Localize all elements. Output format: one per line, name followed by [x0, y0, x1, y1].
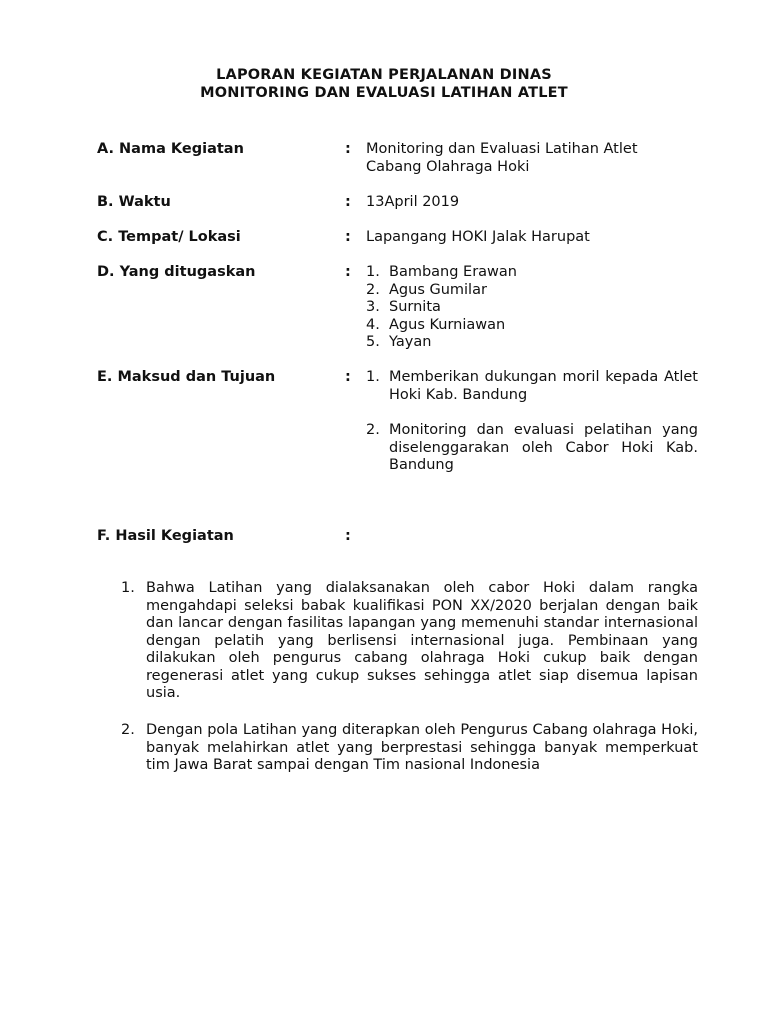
section-c-label: C. Tempat/ Lokasi — [97, 229, 241, 245]
section-c-colon: : — [345, 229, 351, 245]
purpose-text: Memberikan dukungan moril kepada Atlet Hoki Kab. Bandung — [389, 369, 698, 403]
assignee-name: Agus Kurniawan — [389, 316, 506, 333]
section-f-colon: : — [345, 528, 351, 544]
document-title-line-1: LAPORAN KEGIATAN PERJALANAN DINAS — [216, 67, 552, 83]
section-d-label: D. Yang ditugaskan — [97, 264, 256, 280]
section-a-value — [366, 141, 698, 176]
section-a-value-line-1: Monitoring dan Evaluasi Latihan Atlet — [366, 141, 638, 157]
result-text: Dengan pola Latihan yang diterapkan oleh Pengurus Cabang olahraga Hoki, banyak melahirkan atlet yang berprestasi sehingga banyak memperkuat tim Jawa Barat sampai dengan Tim nasional Indonesia — [146, 722, 698, 773]
assignee-name: Bambang Erawan — [389, 264, 517, 280]
section-b-value: 13April 2019 — [366, 194, 460, 210]
section-a-label: A. Nama Kegiatan — [97, 141, 244, 157]
section-e-label: E. Maksud dan Tujuan — [97, 369, 276, 385]
assignee-name: Surnita — [389, 299, 441, 315]
assignee-name: Yayan — [389, 334, 432, 350]
result-text: Bahwa Latihan yang dialaksanakan oleh cabor Hoki dalam rangka mengahdapi seleksi babak kualifikasi PON XX/2020 berjalan dengan baik dan lancar dengan fasilitas lapangan yang memenuhi standar internasional dengan pelatih yang berlisensi internasional juga. Pembinaan yang dilakukan oleh pengurus cabang olahraga Hoki cukup baik dengan regenerasi atlet yang cukup sukses sehingga atlet siap disemua lapisan usia. — [146, 580, 698, 701]
section-b-label: B. Waktu — [97, 194, 171, 210]
purpose-number: 2. — [366, 422, 380, 438]
assignee-number: 1. — [366, 264, 380, 280]
section-d-colon: : — [345, 264, 351, 280]
assignee-number: 2. — [366, 281, 380, 298]
section-c-value: Lapangang HOKI Jalak Harupat — [366, 229, 590, 245]
section-f-label: F. Hasil Kegiatan — [97, 528, 234, 544]
assignee-name: Agus Gumilar — [389, 281, 487, 298]
result-number: 1. — [121, 580, 135, 596]
result-number: 2. — [121, 722, 135, 738]
section-e-colon: : — [345, 369, 351, 385]
section-b-colon: : — [345, 194, 351, 210]
assignee-number: 3. — [366, 299, 380, 315]
section-a-colon: : — [345, 141, 351, 157]
assignee-number: 4. — [366, 316, 380, 333]
purpose-number: 1. — [366, 369, 380, 385]
assignee-number: 5. — [366, 334, 380, 350]
purpose-text: Monitoring dan evaluasi pelatihan yang diselenggarakan oleh Cabor Hoki Kab. Bandung — [389, 422, 698, 473]
section-a-value-line-2: Cabang Olahraga Hoki — [366, 158, 530, 175]
document-title-line-2: MONITORING DAN EVALUASI LATIHAN ATLET — [200, 85, 568, 101]
